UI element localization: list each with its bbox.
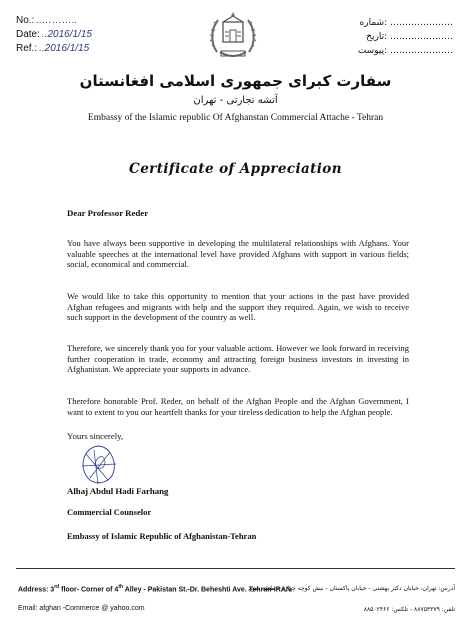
certificate-title: Certificate of Appreciation [129,161,342,177]
reference-number-row [16,14,92,28]
address-corner-suffix: th [118,584,124,590]
embassy-subtitle-persian: آتشه تجارتی - تهران [193,95,278,106]
footer-address-persian: آدرس: تهران، خیابان دکتر بهشتی - خیابان پاکستان - نبش کوچه چهارم - طبقه سوم [248,585,455,592]
date-value: ..2016/1/15 [41,29,92,40]
embassy-title-english: Embassy of the Islamic republic Of Afghanstan Commercial Attache - Tehran [87,113,384,123]
footer-divider [16,568,455,569]
address-floor: 3 [50,586,55,594]
address-street: Alley - Pakistan St.-Dr. Beheshti Ave. Tehran-IRAN [124,586,291,594]
address-label: Address: [18,586,49,594]
persian-number-row: شماره: ………………… [359,18,453,28]
ref-row [16,42,92,56]
reference-block [16,14,92,56]
body-paragraph-1: You have always been supportive in developing the multilateral relationships with Afghans. Your valuable speeches at the international level have provided Afghans with support in various fields; social, economical and commercial. [67,238,409,270]
signer-name: Alhaj Abdul Hadi Farhang [67,486,169,496]
persian-date-row: تاریخ: ………………… [366,32,453,42]
footer-phone-persian: تلفن: ۸۸۷۵۳۳۷۹ - تلکس: ۸۸۵۰۲۴۶۶ [363,606,455,613]
closing-line: Yours sincerely, [67,431,124,441]
number-value: ..……….. [36,15,78,26]
ref-value: ..2016/1/15 [39,43,90,54]
persian-reference-block [358,16,453,58]
date-label: Date: [16,29,40,40]
date-row [16,28,92,42]
address-floor-suffix: rd [54,584,60,590]
number-label: No.: [16,15,35,26]
signer-title: Commercial Counselor [67,507,152,517]
ref-label: Ref.: [16,43,38,54]
embassy-title-persian: سفارت کبرای جمهوری اسلامی افغانستان [79,72,392,90]
body-paragraph-4: Therefore honorable Prof. Reder, on behalf of the Afghan People and the Afghan Government, I want to extent to you our heartfelt thanks for your tireless dedication to help the Afghan people. [67,396,409,417]
address-corner: floor- Corner of 4 [61,586,119,594]
afghanistan-emblem-icon [208,8,258,64]
footer-email: Email: afghan -Commerce @ yahoo.com [18,605,145,612]
body-paragraph-3: Therefore, we sincerely thank you for your valuable actions. However we look forward in receiving further cooperation in trade, economy and attracting foreign business investors in investing in Afghanistan. We appreciate your supports in advance. [67,343,409,375]
handwritten-signature-icon [68,440,138,490]
salutation: Dear Professor Reder [67,208,149,218]
signer-organization: Embassy of Islamic Republic of Afghanistan-Tehran [67,531,257,541]
body-paragraph-2: We would like to take this opportunity to mention that your actions in the past have provided Afghan refugees and migrants with help and the support they required. Again, we wish to receive such support in the development of the country as well. [67,291,409,323]
persian-attachment-row: پیوست: ………………… [357,46,453,56]
